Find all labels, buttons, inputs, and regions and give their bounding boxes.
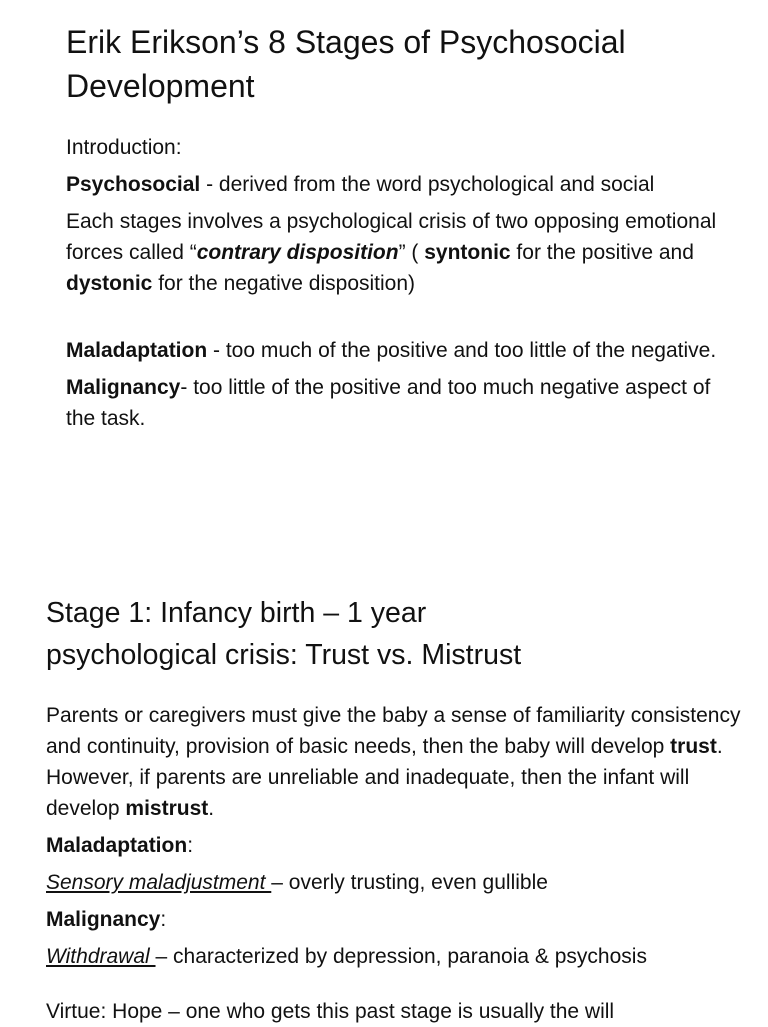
paragraph-text-a: Parents or caregivers must give the baby a sense of familiarity consistency and continuity, provision of basic needs, then the baby will develop (46, 704, 741, 758)
crisis-description (66, 206, 736, 299)
slide-2-body (46, 700, 746, 1023)
colon: : (187, 834, 194, 857)
cut-off-line (46, 996, 746, 1023)
slide-1-title: Erik Erikson’s 8 Stages of Psychosocial Development (66, 24, 626, 104)
maladaptation-item (46, 867, 746, 898)
malignancy-item (46, 941, 746, 972)
colon: : (160, 908, 167, 931)
withdrawal-text: – characterized by depression, paranoia & psychosis (155, 945, 647, 968)
malignancy-label: Malignancy (46, 908, 161, 931)
slide-2-title-line-2: psychological crisis: Trust vs. Mistrust (46, 639, 522, 671)
withdrawal-term: Withdrawal (46, 945, 156, 968)
cut-off-text: Virtue: Hope – one who gets this past stage is usually the will (46, 1000, 615, 1023)
malignancy-term: Malignancy (66, 376, 181, 399)
sensory-maladjustment-text: – overly trusting, even gullible (271, 871, 548, 894)
psychosocial-definition (66, 169, 736, 200)
stage-1-paragraph (46, 700, 746, 824)
maladaptation-term: Maladaptation (66, 339, 208, 362)
syntonic-term: syntonic (424, 241, 511, 264)
trust-term: trust (670, 735, 717, 758)
slide-2-title (46, 592, 746, 676)
crisis-text-d: for the negative disposition) (152, 272, 416, 295)
crisis-text-c: for the positive and (510, 241, 694, 264)
slide-1-body (66, 132, 736, 440)
psychosocial-text: - derived from the word psychological and social (200, 173, 655, 196)
maladaptation-heading (46, 830, 746, 861)
dystonic-term: dystonic (66, 272, 153, 295)
maladaptation-text: - too much of the positive and too little of the negative. (207, 339, 717, 362)
spacer (66, 305, 736, 335)
slide-2 (0, 580, 768, 1024)
paragraph-text-b: . However, if parents are unreliable and inadequate, then the infant will develop (46, 735, 723, 820)
crisis-text-a: Each stages involves a psychological crisis of two opposing emotional forces called “ (66, 210, 717, 264)
slide-2-title-line-1: Stage 1: Infancy birth – 1 year (46, 597, 427, 629)
mistrust-term: mistrust (125, 797, 209, 820)
malignancy-text: - too little of the positive and too much negative aspect of the task. (66, 376, 711, 430)
malignancy-heading (46, 904, 746, 935)
psychosocial-term: Psychosocial (66, 173, 201, 196)
maladaptation-definition (66, 335, 736, 366)
sensory-maladjustment-term: Sensory maladjustment (46, 871, 272, 894)
introduction-label: Introduction: (66, 136, 182, 159)
malignancy-definition (66, 372, 736, 434)
maladaptation-label: Maladaptation (46, 834, 188, 857)
contrary-disposition-term: contrary disposition (196, 241, 399, 264)
paragraph-text-c: . (208, 797, 215, 820)
crisis-text-b: ” ( (398, 241, 425, 264)
